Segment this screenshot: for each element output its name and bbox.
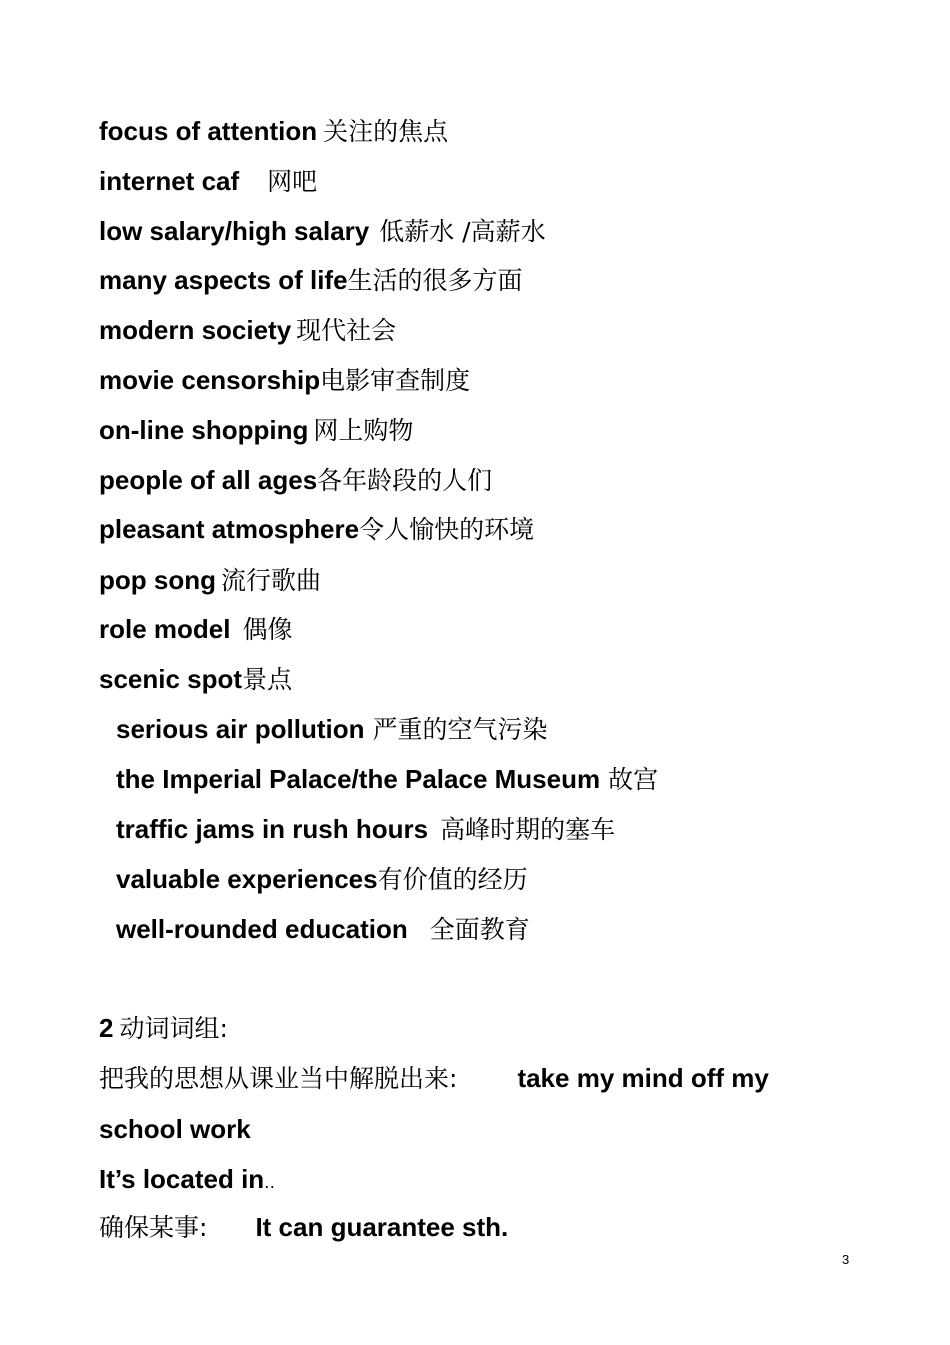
vocab-chinese: 有价值的经历 — [377, 865, 528, 894]
vocab-item — [99, 116, 448, 147]
section-heading — [99, 1013, 228, 1044]
vocab-english: internet caf — [99, 166, 240, 196]
vocab-item — [99, 514, 534, 545]
vocab-chinese: 高峰时期的塞车 — [440, 815, 616, 844]
vocab-english: traffic jams in rush hours — [116, 814, 429, 844]
verb-phrase-item — [99, 1212, 508, 1243]
vocab-english: many aspects of life — [99, 265, 348, 295]
vocab-english: the Imperial Palace/the Palace Museum — [116, 764, 601, 794]
vocab-item — [99, 166, 317, 197]
section-title: 动词词组: — [119, 1014, 228, 1043]
vocab-chinese: 严重的空气污染 — [372, 715, 548, 744]
vocab-chinese: 偶像 — [242, 615, 293, 644]
vocab-chinese: 故宫 — [608, 765, 659, 794]
verb-phrase-chinese: 把我的思想从课业当中解脱出来: — [99, 1064, 458, 1093]
vocab-item — [99, 664, 292, 695]
vocab-item — [116, 814, 615, 845]
vocab-english: pop song — [99, 565, 216, 595]
verb-phrase-continuation — [99, 1114, 251, 1145]
vocab-english: serious air pollution — [116, 714, 365, 744]
vocab-item — [116, 864, 528, 895]
verb-phrase-item — [99, 1164, 275, 1198]
vocab-item — [99, 315, 396, 346]
ellipsis: ‥ — [264, 1173, 275, 1192]
page-number: 3 — [842, 1252, 850, 1267]
vocab-item — [99, 465, 492, 496]
vocab-chinese: 流行歌曲 — [220, 566, 321, 595]
vocab-english: role model — [99, 614, 231, 644]
verb-phrase-item — [99, 1063, 769, 1094]
verb-phrase-english: It can guarantee sth. — [255, 1212, 509, 1242]
vocab-english: people of all ages — [99, 465, 318, 495]
vocab-english: modern society — [99, 315, 292, 345]
vocab-english: low salary/high salary — [99, 216, 370, 246]
vocab-chinese: 现代社会 — [296, 316, 397, 345]
vocab-english: pleasant atmosphere — [99, 514, 360, 544]
vocab-chinese: 各年龄段的人们 — [317, 466, 493, 495]
vocab-chinese: 生活的很多方面 — [347, 266, 523, 295]
vocab-english: focus of attention — [99, 116, 318, 146]
verb-phrase-chinese: 确保某事: — [99, 1213, 208, 1242]
vocab-english: on-line shopping — [99, 415, 309, 445]
vocab-item — [99, 265, 523, 296]
vocab-item — [99, 365, 470, 396]
vocab-chinese: 网吧 — [267, 167, 318, 196]
vocab-chinese: 电影审查制度 — [320, 366, 471, 395]
vocab-item — [116, 764, 658, 795]
vocab-chinese: 令人愉快的环境 — [359, 515, 535, 544]
vocab-english: well-rounded education — [116, 914, 408, 944]
vocab-chinese: 关注的焦点 — [323, 117, 449, 146]
vocab-item — [99, 415, 413, 446]
verb-phrase-english: It’s located in — [99, 1164, 265, 1194]
vocab-item — [99, 216, 546, 247]
section-number: 2 — [99, 1013, 114, 1043]
vocab-chinese: 低薪水 /高薪水 — [379, 217, 546, 246]
verb-phrase-english: take my mind off my — [517, 1063, 769, 1093]
vocab-chinese: 全面教育 — [429, 915, 530, 944]
vocab-item — [116, 714, 548, 745]
vocab-item — [99, 614, 293, 645]
vocab-item — [116, 914, 530, 945]
vocab-item — [99, 565, 321, 596]
vocab-chinese: 景点 — [242, 665, 293, 694]
verb-phrase-english: school work — [99, 1114, 251, 1144]
vocab-english: movie censorship — [99, 365, 321, 395]
vocab-chinese: 网上购物 — [313, 416, 414, 445]
vocab-english: valuable experiences — [116, 864, 378, 894]
vocab-english: scenic spot — [99, 664, 243, 694]
